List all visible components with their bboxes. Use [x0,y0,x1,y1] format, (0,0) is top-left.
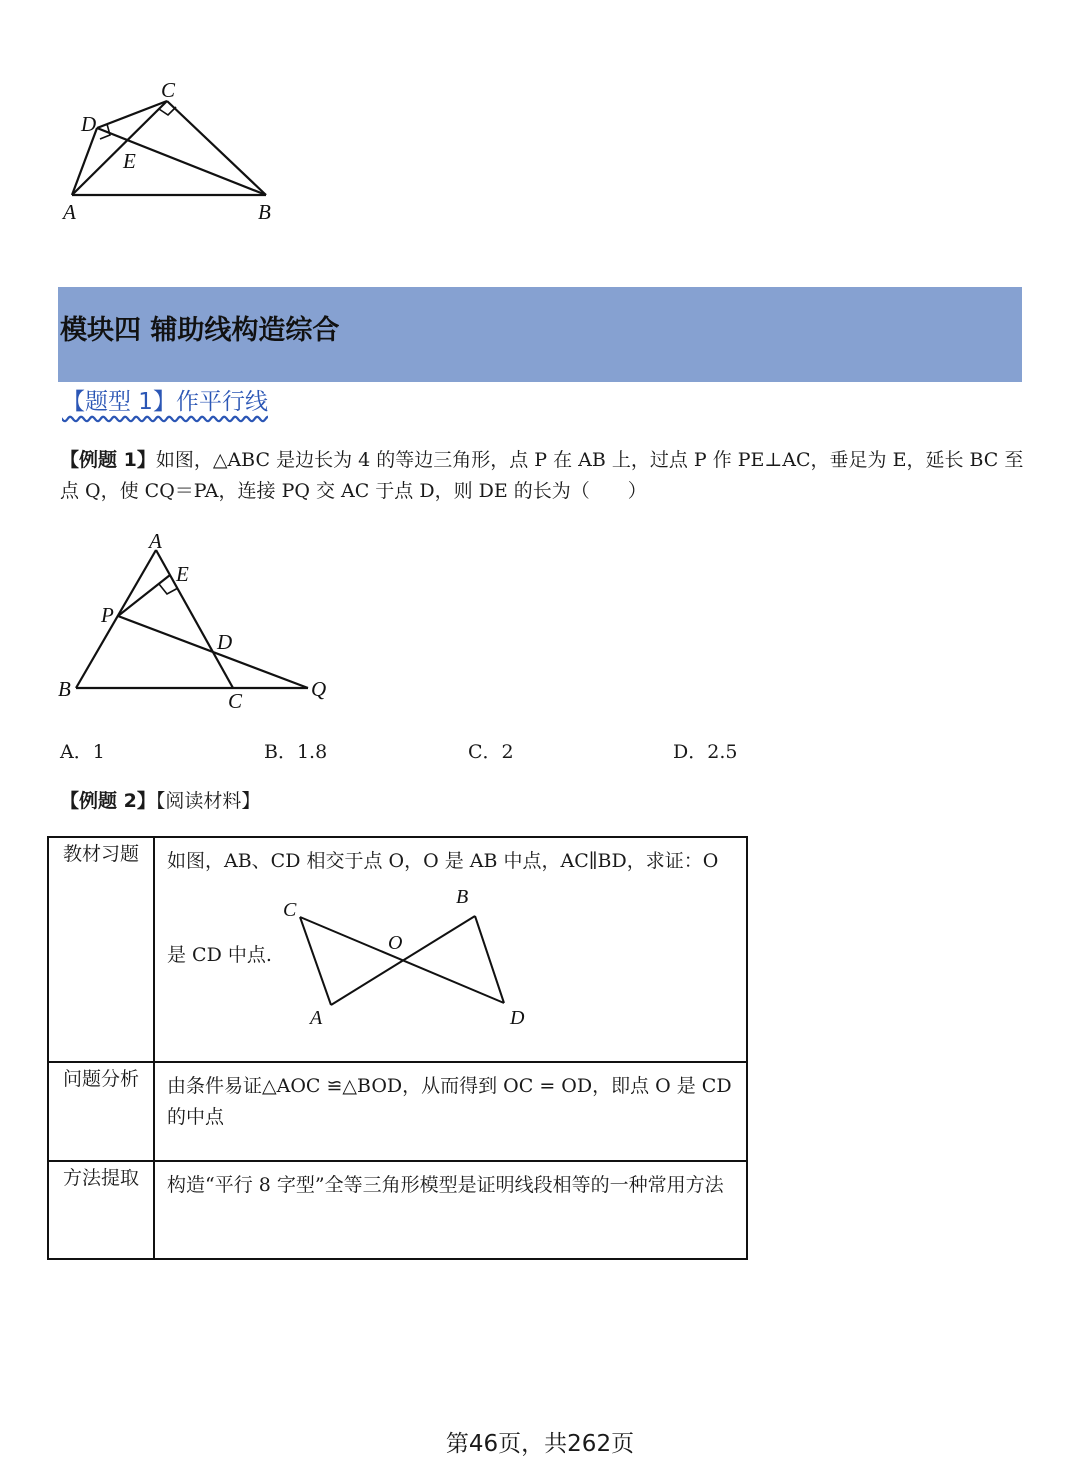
choice-c[interactable]: C．2 [468,741,514,763]
label-d: D [510,1007,525,1026]
label-p: P [101,603,114,627]
figure-triangle-abc-pq [52,528,342,718]
example2-subtitle: 【阅读材料】 [155,790,261,812]
label-c: C [283,899,297,921]
row-head-textbook: 教材习题 [48,837,154,1062]
page-footer: 第46页，共262页 [445,1431,635,1457]
example1-label: 【例题 1】 [60,449,156,471]
label-e: E [176,562,189,586]
label-q: Q [311,677,327,701]
choice-a[interactable]: A．1 [60,741,105,763]
row-body-textbook [154,837,747,1062]
table-row [48,1062,747,1161]
table-row [48,1161,747,1259]
row-head-method: 方法提取 [48,1161,154,1259]
row-body-analysis: 由条件易证△AOC ≌△BOD，从而得到 OC = OD，即点 O 是 CD 的中点 [154,1062,747,1161]
row-body-method: 构造“平行 8 字型”全等三角形模型是证明线段相等的一种常用方法 [154,1161,747,1259]
label-d: D [81,112,97,136]
figure-triangle-abcde [55,75,295,225]
label-a: A [310,1007,323,1026]
example1-question [60,445,1025,507]
label-o: O [388,932,403,954]
label-e: E [123,149,136,173]
label-b: B [456,886,469,908]
label-a: A [63,200,76,224]
example2-heading [60,786,1025,817]
choice-b[interactable]: B．1.8 [264,741,328,763]
reading-material-table [47,836,748,1260]
label-b: B [58,677,71,701]
label-a: A [149,529,162,553]
table-row [48,837,747,1062]
label-c: C [161,78,176,102]
textbook-text-line2: 是 CD 中点. [167,944,272,966]
example1-line2: 点 Q，使 CQ＝PA，连接 PQ 交 AC 于点 D，则 DE 的长为（ ） [60,480,647,502]
figure-parallel-8 [275,886,535,1026]
label-d: D [217,630,233,654]
row-head-analysis: 问题分析 [48,1062,154,1161]
textbook-text-line1: 如图，AB、CD 相交于点 O，O 是 AB 中点，AC∥BD，求证：O [167,850,719,872]
choice-d[interactable]: D．2.5 [673,741,738,763]
question-type-link[interactable]: 【题型 1】作平行线 [62,389,268,415]
section-title: 模块四 辅助线构造综合 [60,315,340,346]
example1-line1: 【例题 1】如图，△ABC 是边长为 4 的等边三角形，点 P 在 AB 上，过点 P 作 PE⊥AC，垂足为 E，延长 BC 至 [60,449,1024,471]
label-b: B [258,200,271,224]
example2-label: 【例题 2】 [60,790,156,812]
label-c: C [228,689,243,713]
